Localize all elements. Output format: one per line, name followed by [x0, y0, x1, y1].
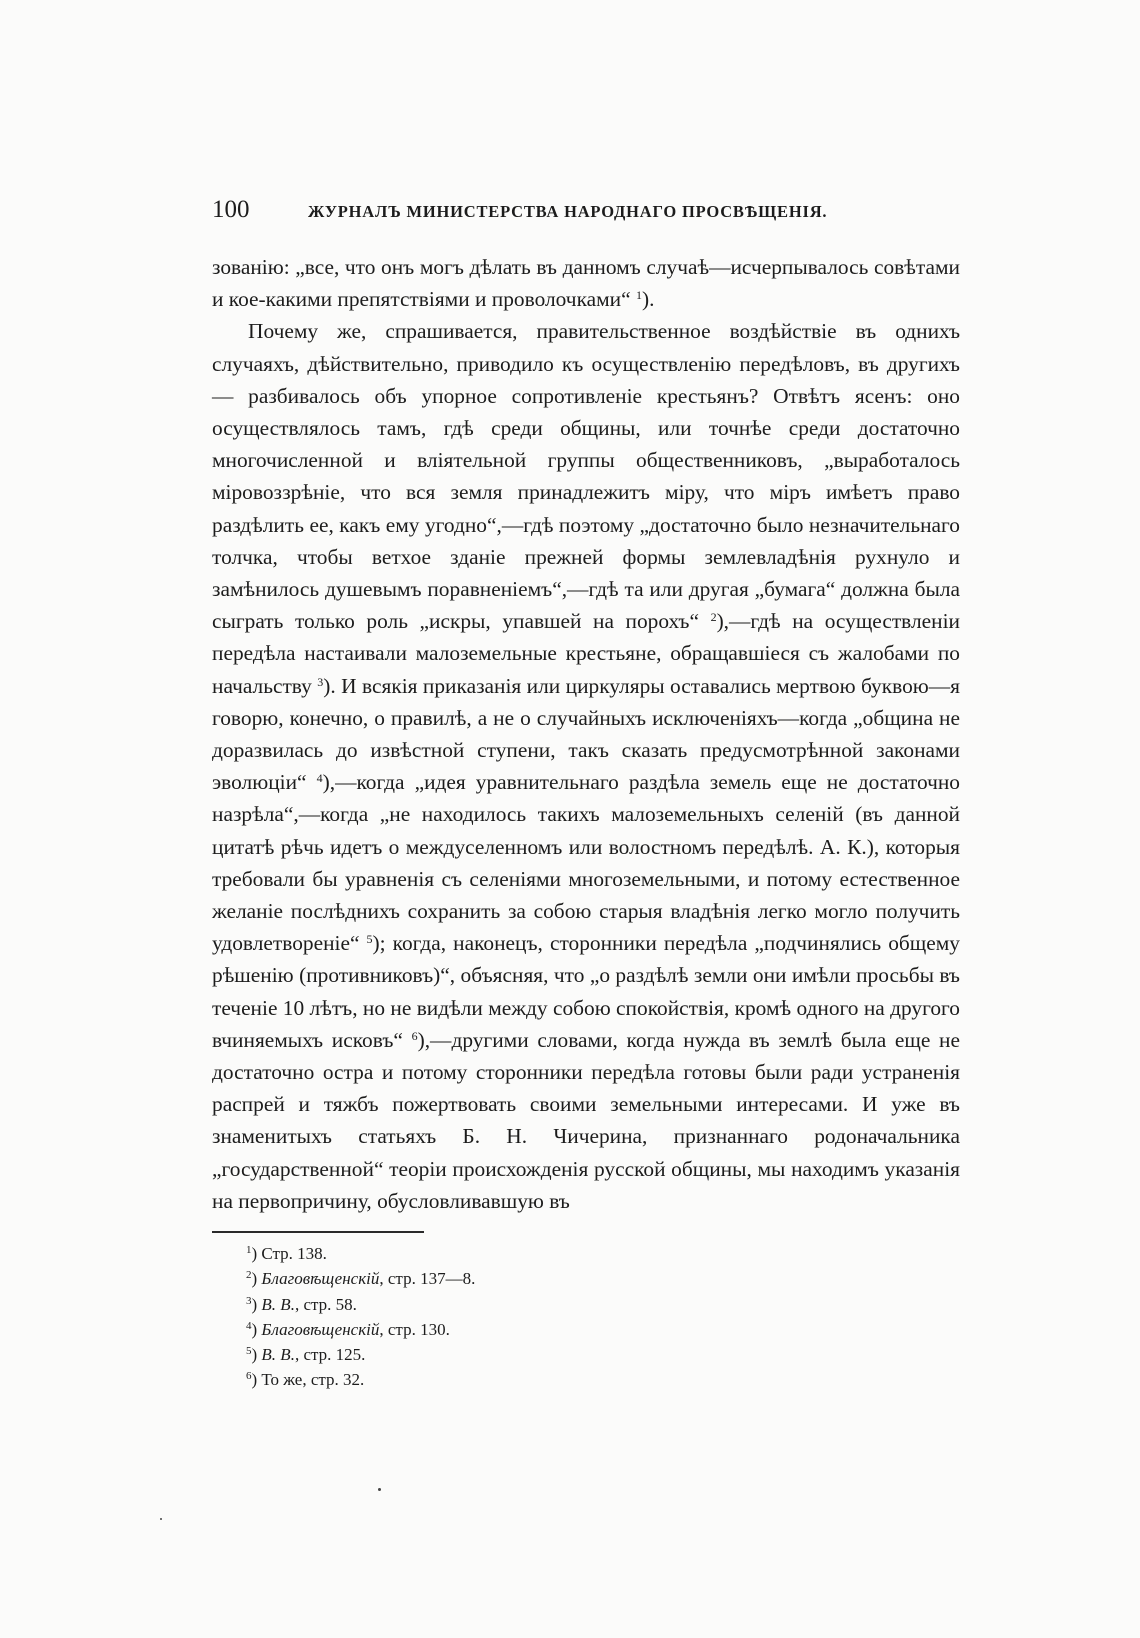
- footnote-author: Благовѣщенскій: [261, 1269, 380, 1289]
- footnote-text: , стр. 125.: [294, 1344, 366, 1364]
- footnote-mark: 3: [246, 1294, 252, 1307]
- scan-speck: [160, 1518, 162, 1520]
- footnote-list: [212, 1241, 960, 1392]
- footnote-ref: 6: [411, 1028, 418, 1043]
- paragraph-text: ); когда, наконецъ, сторонники передѣла „подчинялись общему рѣшенію (противниковъ)“, объясняя, что „о раздѣлѣ земли они имѣли просьбы въ теченіе 10 лѣтъ, но не видѣли между собою спокойствія, кромѣ одного на другого вчиняемыхъ исковъ“: [212, 931, 960, 1052]
- footnote-text: , стр. 58.: [294, 1294, 357, 1314]
- paragraph-text: зованію: „все, что онъ могъ дѣлать въ данномъ случаѣ—исчерпывалось совѣтами и кое-какими препятствіями и проволочками“: [212, 255, 960, 312]
- paragraph-text: ).: [641, 287, 655, 312]
- scan-speck: [378, 1488, 381, 1491]
- paragraph-text: ),—когда „идея уравнительнаго раздѣла земель еще не достаточно назрѣла“,—когда „не находилось такихъ малоземельныхъ селеній (въ данной цитатѣ рѣчь идетъ о междуселенномъ или волостномъ передѣлѣ. А. К.), которыя требовали бы уравненія съ селеніями многоземельными, и потому естественное желаніе послѣднихъ сохранить за собою старыя владѣнія легко могло получить удовлетвореніе“: [212, 770, 960, 956]
- footnote-author: В. В.: [261, 1344, 295, 1364]
- footnote-author: В. В.: [261, 1294, 295, 1314]
- footnote: $^3$) В. В., стр. 58.: [246, 1294, 357, 1314]
- footnote: $^2$) Благовѣщенскій, стр. 137—8.: [246, 1269, 476, 1289]
- footnote-text: То же, стр. 32.: [261, 1370, 365, 1390]
- running-head: [212, 196, 960, 230]
- paragraph: [212, 315, 960, 1217]
- footnote: $^6$) То же, стр. 32.: [246, 1370, 365, 1390]
- journal-title: ЖУРНАЛЪ МИНИСТЕРСТВА НАРОДНАГО ПРОСВѢЩЕНІЯ.: [308, 202, 828, 221]
- footnote-mark: 6: [246, 1370, 252, 1383]
- footnote-mark: 1: [246, 1244, 252, 1257]
- book-page: [212, 196, 960, 1392]
- footnote: $^4$) Благовѣщенскій, стр. 130.: [246, 1319, 450, 1339]
- footnote-text: , стр. 130.: [379, 1319, 450, 1339]
- page-number: 100: [212, 196, 250, 223]
- footnote-ref: 5: [366, 932, 373, 947]
- footnote-ref: 2: [710, 610, 717, 625]
- body-text: [212, 251, 960, 1217]
- paragraph-continued: [212, 251, 960, 315]
- paragraph-text: ),—гдѣ на осуществленіи передѣла настаивали малоземельные крестьяне, обращавшіеся съ жалобами по начальству: [212, 609, 960, 698]
- paragraph-text: Почему же, спрашивается, правительственное воздѣйствіе въ однихъ случаяхъ, дѣйствительно, приводило къ осуществленію передѣловъ, въ другихъ — разбивалось объ упорное сопротивленіе крестьянъ? Отвѣтъ ясенъ: оно осуществлялось тамъ, гдѣ среди общины, или точнѣе среди достаточно многочисленной и вліятельной группы общественниковъ, „выработалось міровоззрѣніе, что вся земля принадлежитъ міру, что міръ имѣетъ право раздѣлить ее, какъ ему угодно“,—гдѣ поэтому „достаточно было незначительнаго толчка, чтобы ветхое зданіе прежней формы землевладѣнія рухнуло и замѣнилось душевымъ поравненіемъ“,—гдѣ та или другая „бумага“ должна была сыграть только роль „искры, упавшей на порохъ“: [212, 319, 960, 634]
- footnote-ref: 3: [317, 674, 324, 689]
- footnote-mark: 4: [246, 1319, 252, 1332]
- footnote-divider: [212, 1231, 424, 1233]
- footnote-ref: 1: [635, 288, 642, 303]
- footnote-mark: 5: [246, 1344, 252, 1357]
- footnote-text: , стр. 137—8.: [379, 1269, 476, 1289]
- footnote: $^5$) В. В., стр. 125.: [246, 1344, 366, 1364]
- paragraph-text: ). И всякія приказанія или циркуляры оставались мертвою буквою—я говорю, конечно, о правилѣ, а не о случайныхъ исключеніяхъ—когда „община не доразвилась до извѣстной ступени, такъ сказать предусмотрѣнной законами эволюціи“: [212, 673, 960, 795]
- paragraph-text: ),—другими словами, когда нужда въ землѣ была еще не достаточно остра и потому сторонники передѣла готовы были ради устраненія распрей и тяжбъ пожертвовать своими земельными интересами. И уже въ знаменитыхъ статьяхъ Б. Н. Чичерина, признаннаго родоначальника „государственной“ теоріи происхожденія русской общины, мы находимъ указанія на первопричину, обусловливавшую въ: [212, 1027, 960, 1213]
- footnote-author: Благовѣщенскій: [261, 1319, 380, 1339]
- footnote: $^1$) Стр. 138.: [246, 1244, 327, 1264]
- footnote-text: Стр. 138.: [261, 1244, 327, 1264]
- footnote-ref: 4: [316, 771, 323, 786]
- footnote-mark: 2: [246, 1269, 252, 1282]
